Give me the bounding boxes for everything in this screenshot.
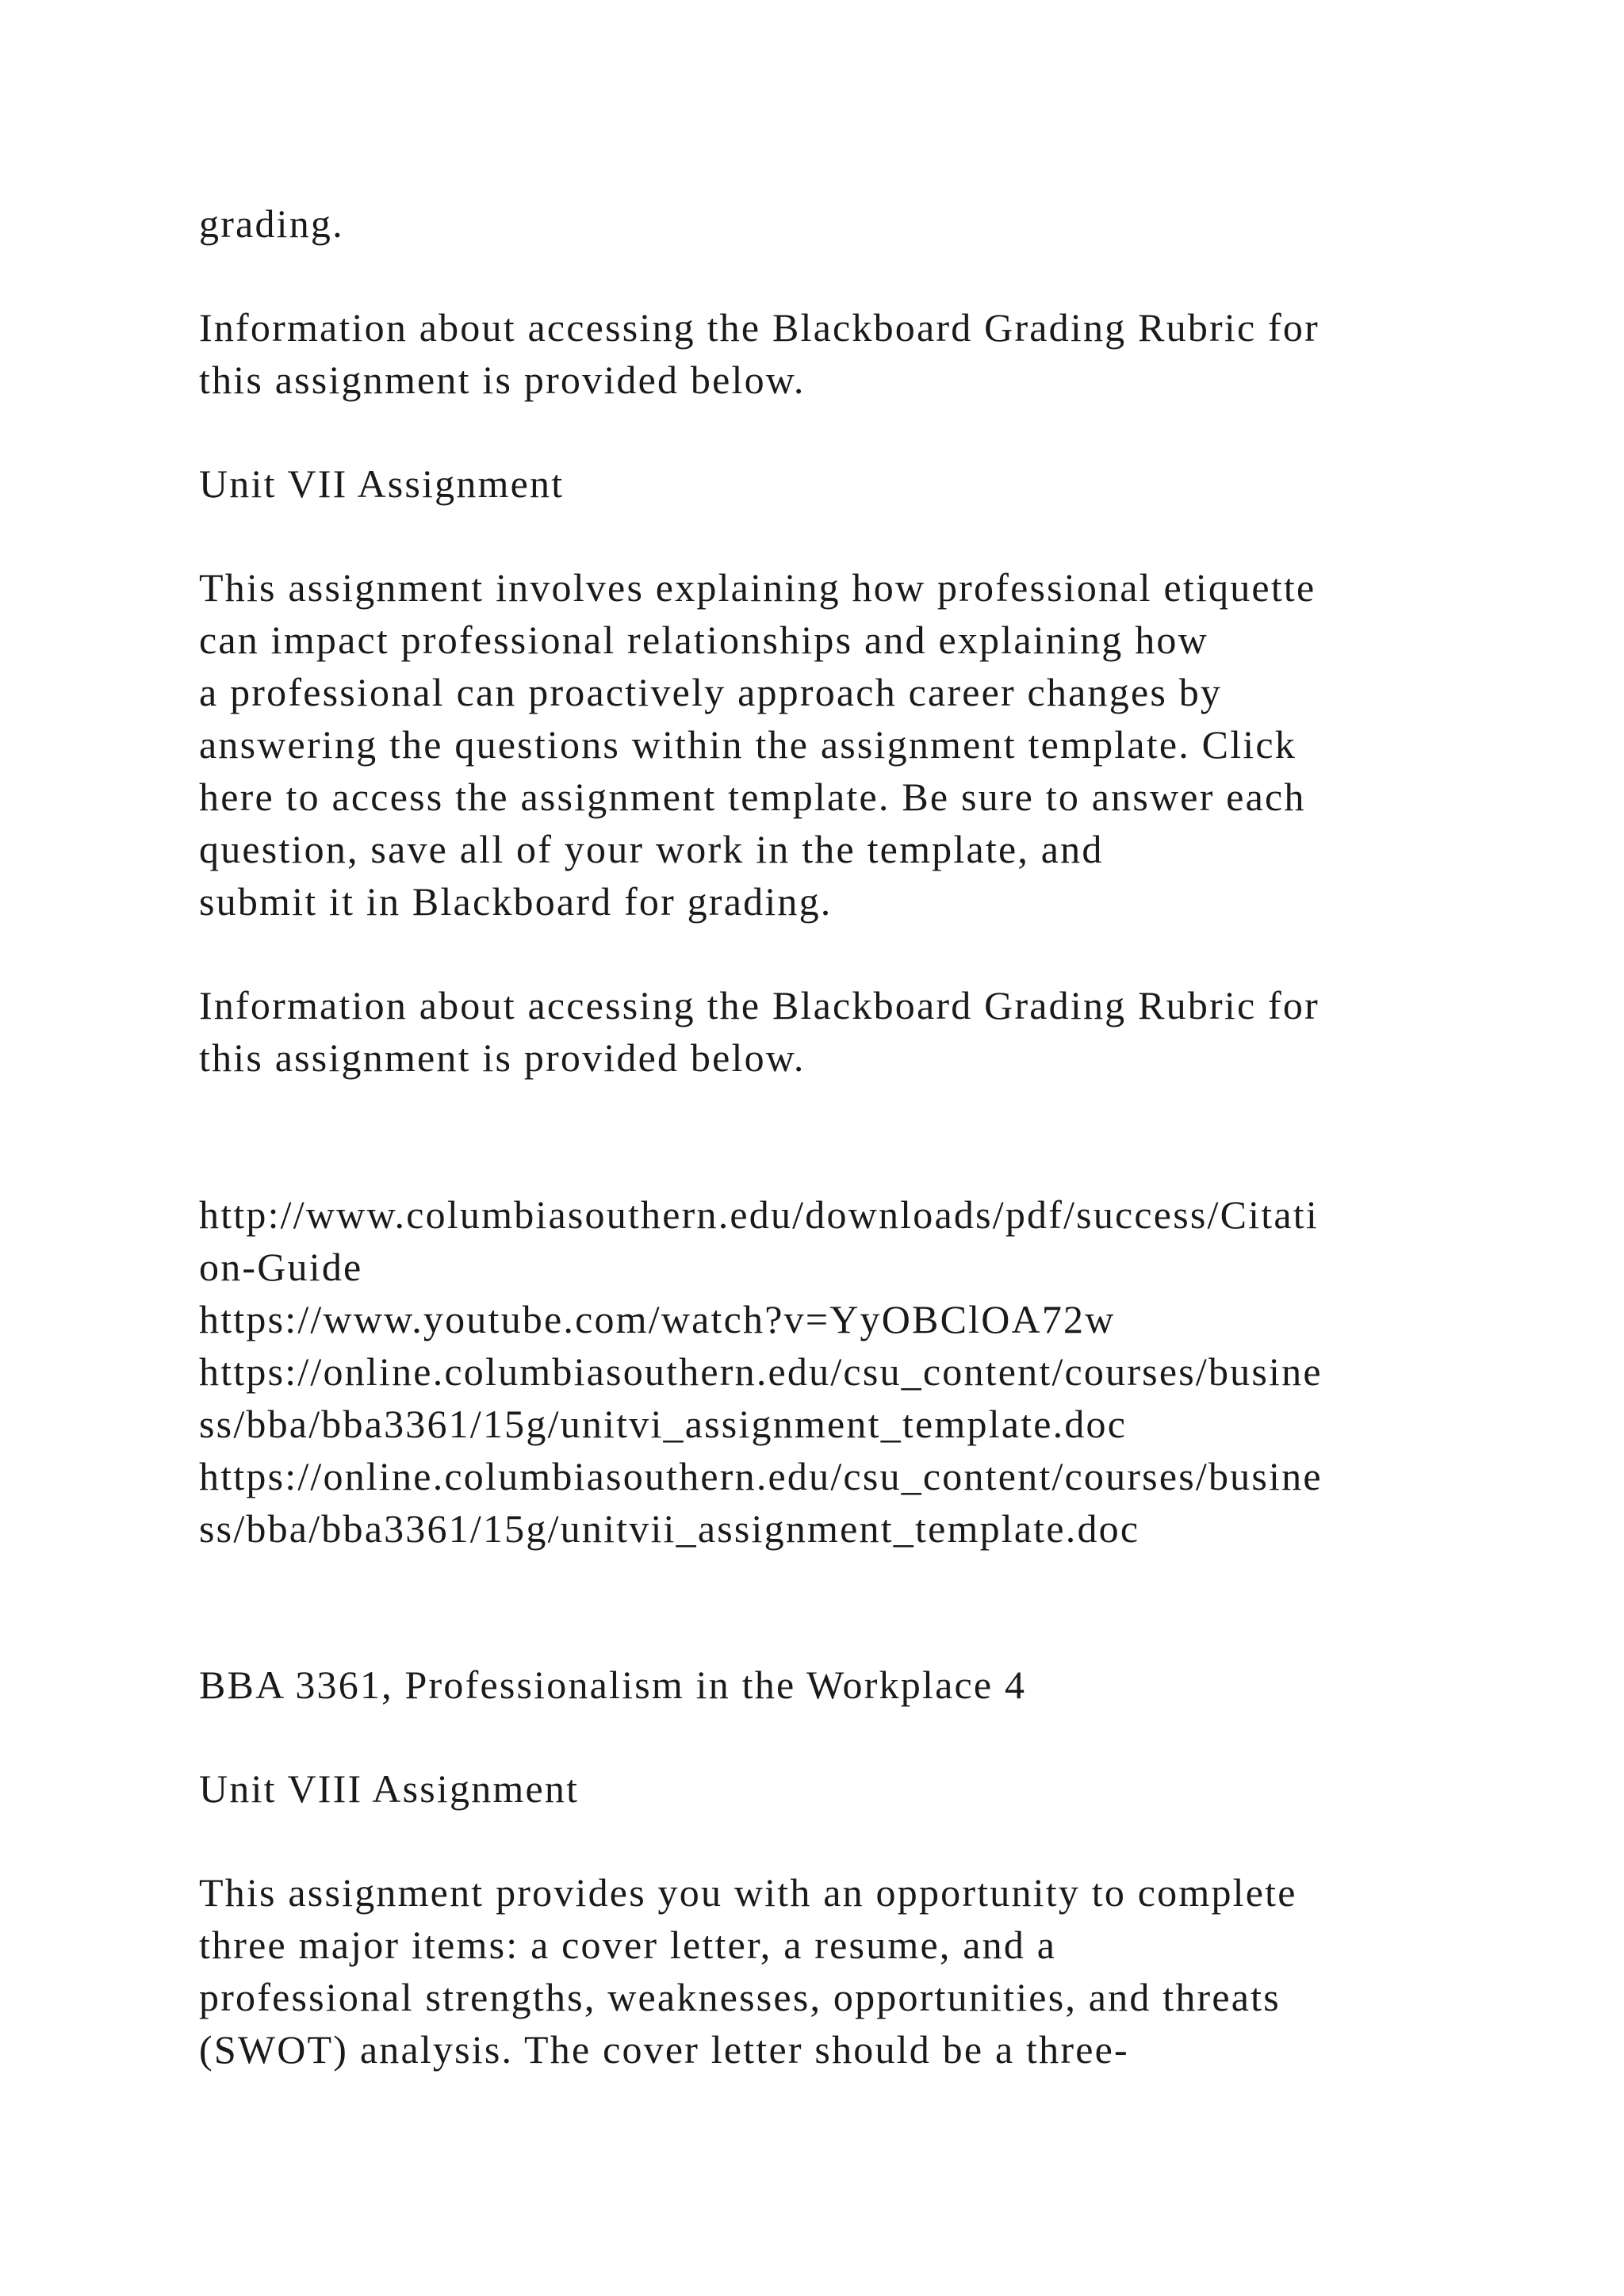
section-heading-unit-vii: Unit VII Assignment [199, 461, 565, 506]
assignment-description-line: professional strengths, weaknesses, opportunities, and threats [199, 1975, 1281, 2019]
section-heading-unit-viii: Unit VIII Assignment [199, 1766, 580, 1811]
rubric-info-line: this assignment is provided below. [199, 1035, 806, 1080]
url-line: http://www.columbiasouthern.edu/downloads/pdf/success/Citati [199, 1192, 1319, 1237]
url-line: ss/bba/bba3361/15g/unitvii_assignment_template.doc [199, 1506, 1140, 1551]
url-line: on-Guide [199, 1245, 363, 1289]
assignment-description-line: three major items: a cover letter, a resume, and a [199, 1923, 1057, 1967]
assignment-description-line: a professional can proactively approach career changes by [199, 670, 1223, 714]
assignment-description-line: can impact professional relationships and explaining how [199, 618, 1208, 662]
url-line: https://online.columbiasouthern.edu/csu_content/courses/busine [199, 1349, 1323, 1394]
rubric-info-line: Information about accessing the Blackboard Grading Rubric for [199, 305, 1320, 350]
course-footer: BBA 3361, Professionalism in the Workplace 4 [199, 1663, 1027, 1707]
assignment-description-line: question, save all of your work in the template, and [199, 827, 1104, 871]
url-line: https://online.columbiasouthern.edu/csu_content/courses/busine [199, 1454, 1323, 1498]
rubric-info-line: this assignment is provided below. [199, 358, 806, 402]
assignment-description-line: (SWOT) analysis. The cover letter should be a three- [199, 2027, 1129, 2072]
url-line: ss/bba/bba3361/15g/unitvi_assignment_template.doc [199, 1402, 1128, 1446]
assignment-description-line: This assignment provides you with an opportunity to complete [199, 1870, 1297, 1915]
assignment-description-line: answering the questions within the assignment template. Click [199, 722, 1297, 767]
assignment-description-line: here to access the assignment template. Be sure to answer each [199, 775, 1306, 819]
assignment-description-line: This assignment involves explaining how professional etiquette [199, 565, 1316, 610]
url-line: https://www.youtube.com/watch?v=YyOBClOA72w [199, 1297, 1116, 1341]
body-text-line: grading. [199, 201, 344, 246]
assignment-description-line: submit it in Blackboard for grading. [199, 879, 833, 924]
rubric-info-line: Information about accessing the Blackboard Grading Rubric for [199, 983, 1320, 1027]
